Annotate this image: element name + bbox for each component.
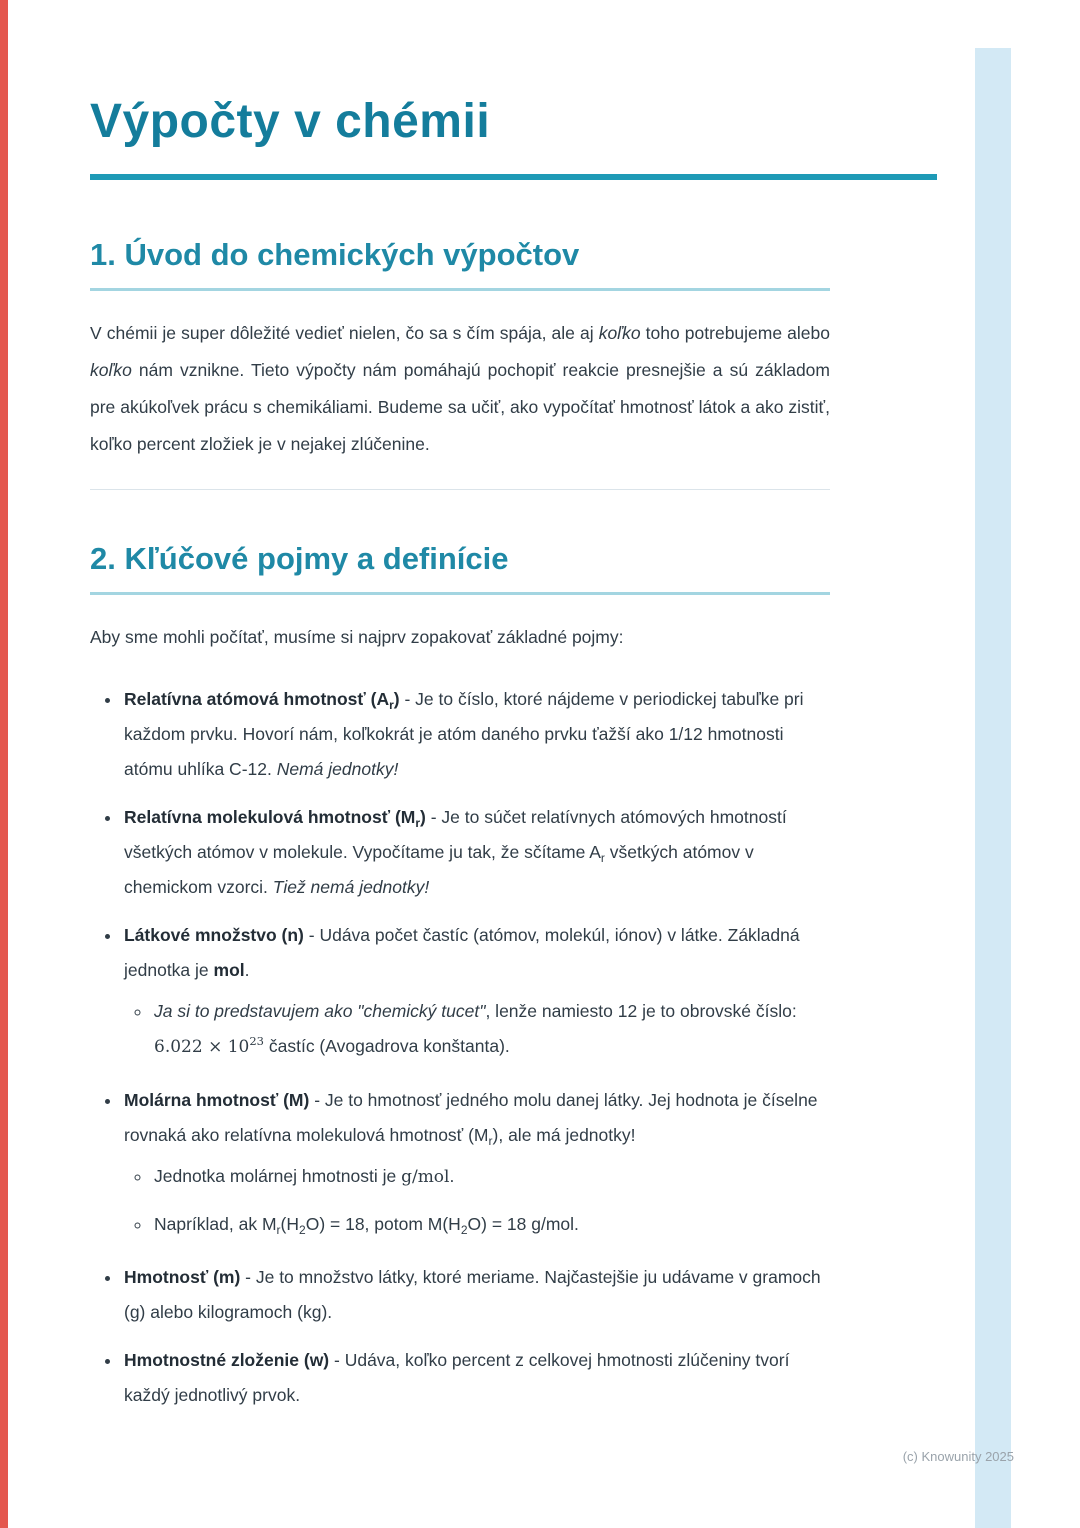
text-run: - Udáva počet častíc (atómov, molekúl, iónov) v látke. Základná jednotka je [124,925,800,980]
term-amount-of-substance [122,918,830,1065]
text-run: ), ale má jednotky! [492,1125,636,1145]
term-mass [122,1260,830,1330]
key-terms-intro: Aby sme mohli počítať, musíme si najprv zopakovať základné pojmy: [90,627,624,647]
text-run: - Je to súčet relatívnych atómových hmotností všetkých atómov v molekule. Vypočítame ju tak, že sčítame A [124,807,787,862]
text-run: (H [280,1214,300,1234]
title-rule [90,174,937,180]
section-1-underline [90,288,830,291]
copyright-footer: (c) Knowunity 2025 [902,1449,1014,1464]
italic-run: Ja si to predstavujem ako "chemický tucet" [154,1001,486,1021]
superscript-exponent: 23 [249,1034,264,1048]
subscript-r: r [600,851,605,865]
section-key-terms [90,540,830,1413]
text-run: . [244,960,250,980]
bold-run: mol [213,960,245,980]
subscript-r: r [488,1134,493,1148]
document-content [90,0,830,1426]
bold-term [124,689,400,712]
math-unit: g/mol [401,1167,450,1187]
bold-term: Molárna hmotnosť (M) [124,1090,310,1110]
text-run: Napríklad, ak M [154,1214,277,1234]
bold-term: Hmotnostné zloženie (w) [124,1350,330,1370]
term-relative-molecular-mass [122,800,830,905]
bold-run: Relatívna atómová hmotnosť (A [124,689,390,709]
key-terms-list [90,682,830,1413]
sub-list [124,1159,830,1242]
bold-run: ) [420,807,426,827]
section-intro [90,236,830,463]
italic-run: koľko [90,360,132,380]
text-run: - Je to číslo, ktoré nájdeme v periodickej tabuľke pri každom prvku. Hovorí nám, koľkokrát je atóm daného prvku ťažší ako 1/12 hmotnosti atómu uhlíka C-12. [124,689,804,779]
subscript-r: r [415,816,421,830]
bold-term: Látkové množstvo (n) [124,925,304,945]
text-run: - Je to hmotnosť jedného molu danej látky. Jej hodnota je číselne rovnaká ako relatívna molekulová hmotnosť (M [124,1090,818,1145]
italic-run: koľko [598,323,641,343]
intro-paragraph [90,315,830,463]
text-run: , lenže namiesto 12 je to obrovské číslo: [485,1001,797,1021]
italic-run: Nemá jednotky! [276,759,399,779]
text-run: V chémii je super dôležité vedieť nielen, čo sa s čím spája, ale aj [90,323,599,343]
text-run: všetkých atómov v chemickom vzorci. [124,842,754,897]
term-mass-composition [122,1343,830,1413]
note-molar-mass-unit [152,1159,830,1195]
section-divider [90,489,830,490]
text-run: O) = 18, potom M(H [305,1214,461,1234]
bold-term: Hmotnosť (m) [124,1267,241,1287]
subscript-2: 2 [460,1223,468,1237]
text-run: . [449,1166,455,1186]
note-chemical-dozen [152,994,830,1065]
subscript-2: 2 [299,1223,306,1237]
bold-run: ) [393,689,400,709]
left-accent-stripe [0,0,8,1528]
right-decoration-band [975,48,1011,1528]
math-run [154,1034,264,1057]
text-run: častíc (Avogadrova konštanta). [264,1036,510,1056]
subscript-r: r [276,1223,281,1237]
section-2-heading: 2. Kľúčové pojmy a definície [90,541,509,576]
math-number: 6.022 × 10 [154,1037,250,1057]
text-run: Jednotka molárnej hmotnosti je [154,1166,402,1186]
text-run: toho potrebujeme alebo [640,323,830,343]
italic-run: Tiež nemá jednotky! [272,877,430,897]
text-run: O) = 18 g/mol. [467,1214,579,1234]
section-1-heading: 1. Úvod do chemických výpočtov [90,237,580,272]
term-molar-mass [122,1083,830,1242]
text-run: - Udáva, koľko percent z celkovej hmotnosti zlúčeniny tvorí každý jednotlivý prvok. [124,1350,790,1405]
section-2-underline [90,592,830,595]
note-molar-mass-example [152,1207,830,1242]
text-run: nám vznikne. Tieto výpočty nám pomáhajú pochopiť reakcie presnejšie a sú základom pre akúkoľvek prácu s chemikáliami. Budeme sa učiť, ako vypočítať hmotnosť látok a ako zistiť, koľko percent zložiek je v nejakej zlúčenine. [90,360,830,454]
bold-run: Relatívna molekulová hmotnosť (M [124,807,416,827]
text-run: - Je to množstvo látky, ktoré meriame. Najčastejšie ju udávame v gramoch (g) alebo kilogramoch (kg). [124,1267,821,1322]
bold-term [124,807,426,830]
page-title: Výpočty v chémii [90,95,491,148]
term-relative-atomic-mass [122,682,830,787]
sub-list [124,994,830,1065]
subscript-r: r [389,698,394,712]
